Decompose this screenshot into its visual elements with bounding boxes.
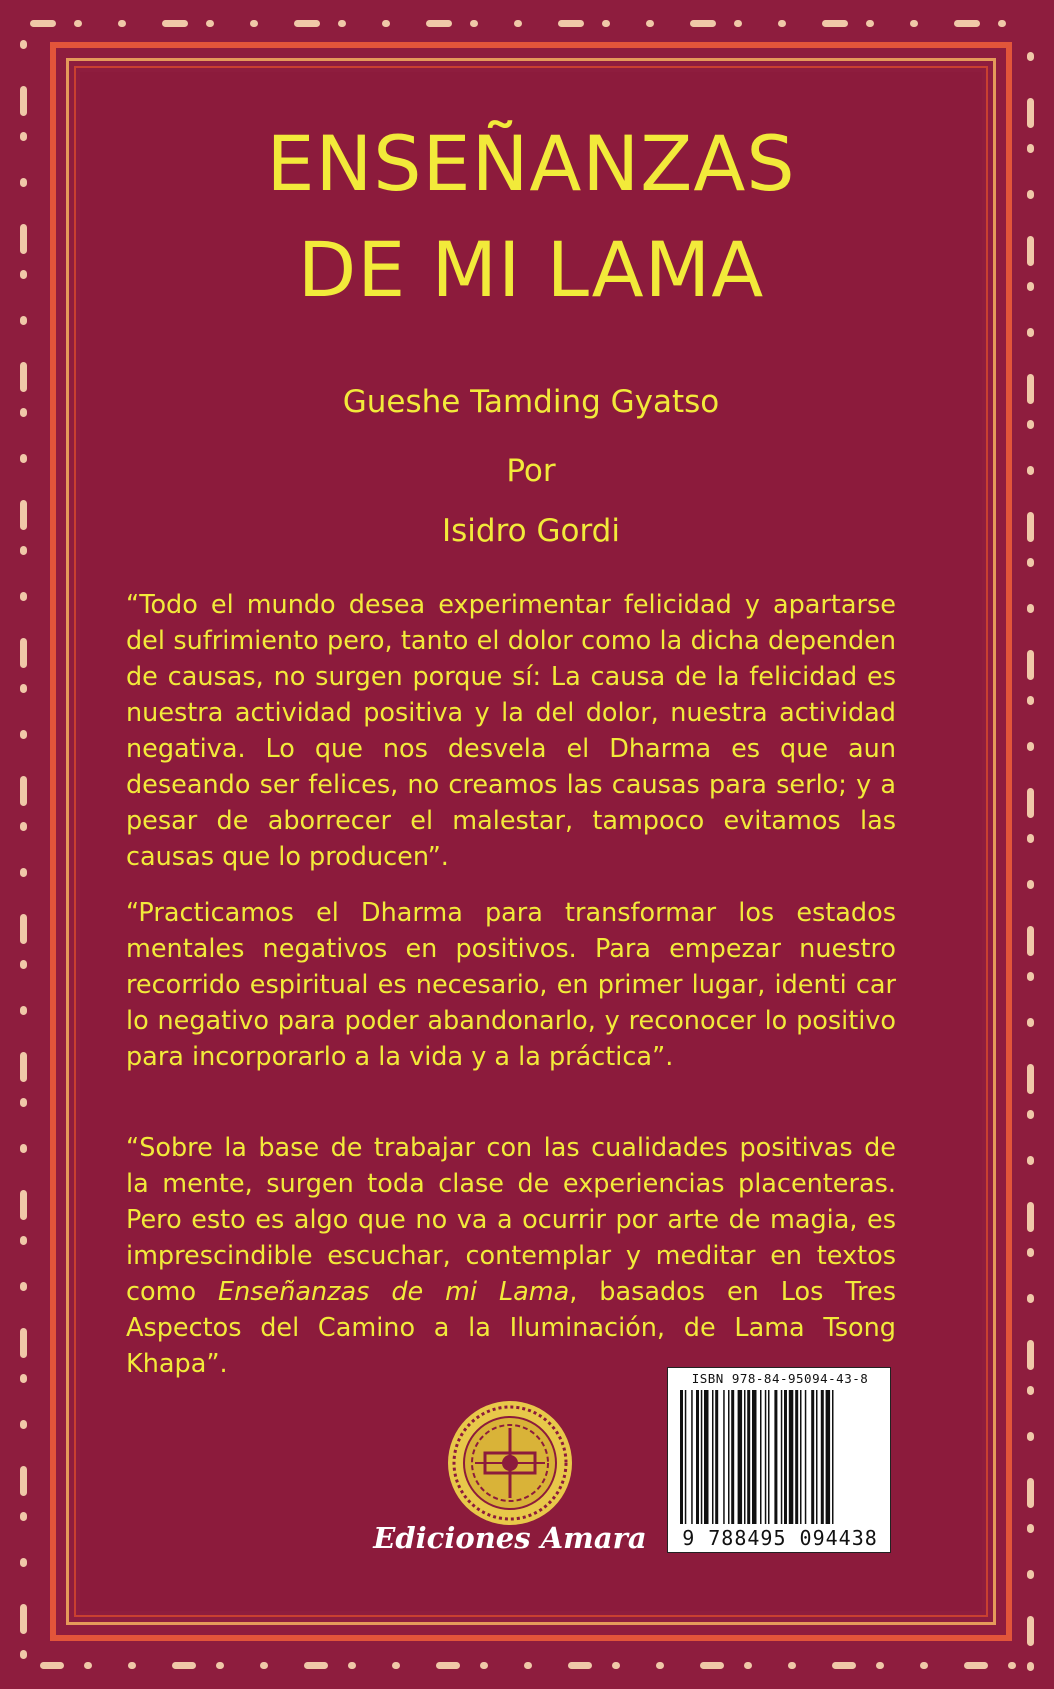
border-dash — [1027, 604, 1034, 613]
border-dash — [20, 730, 27, 739]
border-dash — [348, 1662, 356, 1669]
barcode-bar — [712, 1390, 714, 1524]
barcode-bar — [816, 1390, 818, 1524]
border-dash — [20, 592, 27, 601]
border-dash — [20, 1466, 27, 1496]
barcode-bar — [774, 1390, 777, 1524]
border-dash — [20, 224, 27, 254]
border-dash — [612, 1662, 620, 1669]
border-dash — [822, 20, 848, 27]
border-dash — [20, 1190, 27, 1220]
barcode-bar — [723, 1390, 725, 1524]
border-dash — [734, 20, 742, 27]
border-dash — [1027, 788, 1034, 818]
barcode-bar — [784, 1390, 787, 1524]
border-dash — [20, 1236, 27, 1245]
barcode-bar — [680, 1390, 683, 1524]
barcode-bar — [805, 1390, 807, 1524]
border-dash — [20, 1006, 27, 1015]
publisher-name: Ediciones Amara — [373, 1521, 647, 1555]
border-dash — [20, 408, 27, 417]
quote-paragraph-2: “Practicamos el Dharma para transformar los estados mentales negativos en positivos. Para empezar nuestro recorrido espiritual es necesario, en primer lugar, identi car lo negativo para poder abandonarlo, y reconocer lo positivo para incorporarlo a la vida y a la práctica”. — [126, 898, 896, 1072]
border-dash — [1027, 374, 1034, 404]
barcode-bar — [704, 1390, 709, 1524]
barcode-bar — [731, 1390, 734, 1524]
border-dash — [250, 20, 258, 27]
border-dash — [20, 1420, 27, 1429]
border-dash — [1027, 696, 1034, 705]
border-dash — [1027, 328, 1034, 337]
barcode-bar — [696, 1390, 699, 1524]
border-dash — [20, 1604, 27, 1634]
book-title-italic: Enseñanzas de mi Lama — [217, 1277, 570, 1307]
barcode-bar — [789, 1390, 794, 1524]
border-dash — [20, 86, 27, 116]
barcode-bar — [760, 1390, 762, 1524]
border-dash — [20, 1558, 27, 1567]
border-dash — [524, 1662, 532, 1669]
border-dash — [118, 20, 126, 27]
barcode-bar — [795, 1390, 798, 1524]
border-dash — [876, 1662, 884, 1669]
border-dash — [20, 362, 27, 392]
border-dash — [964, 1662, 988, 1669]
border-dash — [1027, 1110, 1034, 1119]
barcode-bar — [781, 1390, 783, 1524]
border-dash — [20, 822, 27, 831]
border-dash — [294, 20, 320, 27]
border-dash — [216, 1662, 224, 1669]
border-dash — [20, 868, 27, 877]
border-dash — [1027, 1478, 1034, 1508]
border-dash — [392, 1662, 400, 1669]
border-dash — [172, 1662, 196, 1669]
border-dash — [74, 20, 82, 27]
border-dash — [788, 1662, 796, 1669]
barcode-bar — [768, 1390, 770, 1524]
border-dash — [1027, 144, 1034, 153]
border-dash — [1027, 512, 1034, 542]
border-dash — [910, 20, 918, 27]
border-dash — [40, 1662, 64, 1669]
border-dash — [1027, 282, 1034, 291]
border-dash — [1027, 1616, 1034, 1646]
border-dash — [20, 270, 27, 279]
barcode-digits: 9 788495 094438 — [682, 1526, 878, 1550]
editor-name: Isidro Gordi — [442, 513, 620, 549]
border-dash — [1027, 190, 1034, 199]
border-dash — [260, 1662, 268, 1669]
paragraph-3-text-end: , basados en Los Tres Aspectos del Camino a la Iluminación, de Lama Tsong Khapa”. — [126, 1277, 896, 1379]
border-dash — [920, 1662, 928, 1669]
border-dash — [1027, 1570, 1034, 1579]
quote-paragraph-3 — [126, 1130, 896, 1382]
title-line-2: DE MI LAMA — [297, 225, 765, 314]
border-dash — [1027, 1248, 1034, 1257]
barcode-bar — [685, 1390, 687, 1524]
border-dash — [162, 20, 188, 27]
border-dash — [866, 20, 874, 27]
border-dash — [382, 20, 390, 27]
barcode-bar — [747, 1390, 750, 1524]
border-dash — [1027, 742, 1034, 751]
border-dash — [1027, 98, 1034, 128]
border-dash — [602, 20, 610, 27]
barcode-bar — [738, 1390, 743, 1524]
barcode-bar — [691, 1390, 693, 1524]
border-dash — [20, 500, 27, 530]
border-dash — [304, 1662, 328, 1669]
border-dash — [436, 1662, 460, 1669]
border-dash — [1027, 1202, 1034, 1232]
border-dash — [20, 546, 27, 555]
border-dash — [20, 40, 27, 49]
border-dash — [558, 20, 584, 27]
border-dash — [1027, 236, 1034, 266]
border-dash — [20, 776, 27, 806]
border-dash — [1027, 420, 1034, 429]
border-dash — [20, 1144, 27, 1153]
border-dash — [20, 1328, 27, 1358]
border-dash — [20, 1374, 27, 1383]
border-dash — [1027, 926, 1034, 956]
isbn-label: ISBN 978-84-95094-43-8 — [691, 1371, 869, 1386]
border-dash — [514, 20, 522, 27]
border-dash — [84, 1662, 92, 1669]
border-dash — [1027, 1662, 1034, 1671]
border-dash — [20, 638, 27, 668]
border-dash — [30, 20, 56, 27]
publisher-emblem-icon — [445, 1398, 575, 1528]
border-dash — [1027, 466, 1034, 475]
barcode-bar — [715, 1390, 718, 1524]
border-dash — [1027, 834, 1034, 843]
border-dash — [1027, 972, 1034, 981]
border-dash — [998, 20, 1006, 27]
barcode-bar — [744, 1390, 746, 1524]
border-dash — [20, 1282, 27, 1291]
border-dash — [690, 20, 716, 27]
barcode-bar — [800, 1390, 802, 1524]
barcode-bar — [728, 1390, 730, 1524]
border-dash — [20, 1512, 27, 1521]
border-dash — [426, 20, 452, 27]
border-dash — [20, 914, 27, 944]
border-dash — [206, 20, 214, 27]
border-dash — [778, 20, 786, 27]
quote-paragraph-1: “Todo el mundo desea experimentar felicidad y apartarse del sufrimiento pero, tanto el dolor como la dicha dependen de causas, no surgen porque sí: La causa de la felicidad es nuestra actividad positiva y la del dolor, nuestra actividad negativa. Lo que nos desvela el Dharma es que aun deseando ser felices, no creamos las causas para serlo; y a pesar de aborrecer el malestar, tampoco evitamos las causas que lo producen”. — [126, 590, 896, 872]
border-dash — [954, 20, 980, 27]
by-label: Por — [506, 453, 556, 489]
paragraph-3-text-start: “Sobre la base de trabajar con las cualidades positivas de la mente, surgen toda clase de experiencias placenteras. Pero esto es algo que no va a ocurrir por arte de magia, es imprescindible escuchar, contemplar y meditar en textos como — [126, 1133, 896, 1307]
barcode-bar — [811, 1390, 814, 1524]
border-dash — [1027, 880, 1034, 889]
barcode-bar — [701, 1390, 703, 1524]
border-dash — [470, 20, 478, 27]
border-dash — [832, 1662, 856, 1669]
border-dash — [700, 1662, 724, 1669]
border-dash — [20, 454, 27, 463]
title-line-1: ENSEÑANZAS — [266, 119, 796, 208]
border-dash — [1027, 1156, 1034, 1165]
border-dash — [1027, 650, 1034, 680]
border-dash — [20, 316, 27, 325]
border-dash — [1027, 1064, 1034, 1094]
border-dash — [1008, 1662, 1016, 1669]
border-dash — [1027, 1386, 1034, 1395]
isbn-barcode — [667, 1367, 891, 1553]
barcode-bars — [676, 1390, 884, 1524]
barcode-bar — [821, 1390, 824, 1524]
border-dash — [20, 1650, 27, 1659]
border-dash — [1027, 1018, 1034, 1027]
border-dash — [1027, 52, 1034, 61]
border-dash — [1027, 1524, 1034, 1533]
border-dash — [1027, 558, 1034, 567]
border-dash — [20, 1098, 27, 1107]
border-dash — [1027, 1294, 1034, 1303]
author-name: Gueshe Tamding Gyatso — [342, 384, 720, 420]
border-dash — [568, 1662, 592, 1669]
border-dash — [20, 1052, 27, 1082]
border-dash — [646, 20, 654, 27]
border-dash — [338, 20, 346, 27]
border-dash — [480, 1662, 488, 1669]
border-dash — [20, 132, 27, 141]
border-dash — [20, 684, 27, 693]
border-dash — [1027, 1340, 1034, 1370]
barcode-bar — [765, 1390, 767, 1524]
border-dash — [20, 178, 27, 187]
barcode-bar — [826, 1390, 831, 1524]
border-dash — [1027, 1432, 1034, 1441]
border-dash — [744, 1662, 752, 1669]
barcode-bar — [752, 1390, 757, 1524]
border-dash — [128, 1662, 136, 1669]
barcode-bar — [832, 1390, 834, 1524]
border-dash — [20, 960, 27, 969]
border-dash — [656, 1662, 664, 1669]
